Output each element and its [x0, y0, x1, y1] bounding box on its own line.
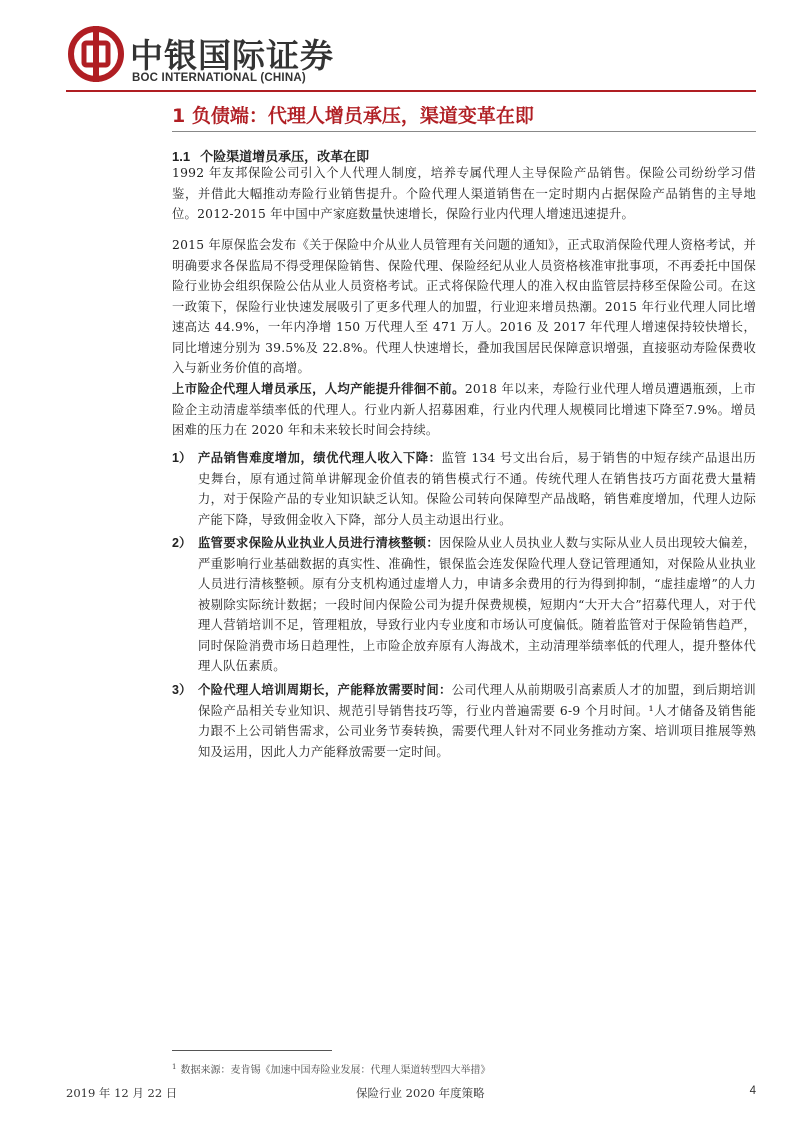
list-item-lead: 个险代理人培训周期长，产能释放需要时间：	[198, 683, 452, 697]
paragraph-text: 1992 年友邦保险公司引入个人代理人制度，培养专属代理人主导保险产品销售。保险公司纷纷学习借鉴，并借此大幅推动寿险行业销售提升。个险代理人渠道销售在一定时期内占据保险产品销售的主导地位。2012-2015 年中国中产家庭数量快速增长，保险行业内代理人增速迅速提升。	[172, 166, 756, 221]
list-item-text: 公司代理人从前期吸引高素质人才的加盟，到后期培训保险产品相关专业知识、规范引导销售技巧等，行业内普遍需要 6-9 个月时间。¹人才储备及销售能力跟不上公司销售需求，公司业务节奏转换，需要代理人针对不同业务推动方案、培训项目推展等熟知及运用，因此人力产能释放需要一定时间。	[198, 683, 756, 759]
list-item-number: 1）	[172, 451, 192, 465]
list-item-text: 因保险从业人员执业人数与实际从业人员出现较大偏差，严重影响行业基础数据的真实性、准确性，银保监会连发保险代理人登记管理通知，对保险从业执业人员进行清核整顿。原有分支机构通过虚增人力，申请多余费用的行为得到抑制，“虚挂虚增”的人力被剔除实际统计数据；一段时间内保险公司为提升保费规模，短期内“大开大合”招募代理人，对于代理人营销培训不足，管理粗放，导致行业内专业度和市场认可度偏低。随着监管对于保险销售趋严，同时保险消费市场日趋理性，上市险企放弃原有人海战术，主动清理举绩率低的代理人，提升整体代理人队伍素质。	[198, 536, 756, 673]
footnote-divider	[172, 1050, 332, 1051]
list-item-lead: 监管要求保险从业执业人员进行清核整顿：	[198, 536, 440, 550]
paragraph-text: 2015 年原保监会发布《关于保险中介从业人员管理有关问题的通知》，正式取消保险代理人资格考试，并明确要求各保监局不得受理保险销售、保险代理、保险经纪从业人员资格核准审批事项，不再委托中国保险行业协会组织保险公估从业人员资格考试。正式将保险代理人的准入权由监管层持移至保险公司。在这一政策下，保险行业快速发展吸引了更多代理人的加盟，行业迎来增员热潮。2015 年行业代理人同比增速高达 44.9%，一年内净增 150 万代理人至 471 万人。2016 及 2017 年代理人增速保持较快增长，同比增速分别为 39.5%及 22.8%。代理人快速增长，叠加我国居民保障意识增强，直接驱动寿险保费收入与新业务价值的高增。	[172, 238, 756, 375]
paragraph-intro	[172, 163, 756, 225]
section-divider	[172, 131, 756, 132]
footnote-mark: 1	[172, 1062, 177, 1071]
subsection-title: 个险渠道增员承压，改革在即	[200, 150, 370, 165]
list-item-number: 3）	[172, 683, 192, 697]
list-item-lead: 产品销售难度增加，绩优代理人收入下降：	[198, 451, 442, 465]
list-item-body	[198, 448, 756, 530]
page-number: 4	[749, 1085, 756, 1097]
report-header	[66, 24, 756, 94]
boc-logo-icon	[66, 24, 126, 84]
footer-title: 保险行业 2020 年度策略	[356, 1086, 485, 1100]
list-item-text: 监管 134 号文出台后，易于销售的中短存续产品退出历史舞台，原有通过简单讲解现金价值表的销售模式行不通。传统代理人在销售技巧方面花费大量精力，对于保险产品的专业知识缺乏认知。保险公司转向保障型产品战略，销售难度增加，代理人边际产能下降，导致佣金收入下降，部分人员主动退出行业。	[198, 451, 756, 527]
paragraph-policy	[172, 235, 756, 379]
brand-name-en: BOC INTERNATIONAL (CHINA)	[132, 72, 306, 84]
paragraph-lead: 上市险企代理人增员承压，人均产能提升徘徊不前。	[172, 382, 465, 396]
subsection-number: 1.1	[172, 149, 191, 164]
footnote-text: 数据来源：麦肯锡《加速中国寿险业发展：代理人渠道转型四大举措》	[180, 1065, 491, 1076]
list-item-number: 2）	[172, 536, 192, 550]
paragraph-text: 2018 年以来，寿险行业代理人增员遭遇瓶颈，上市险企主动清虚举绩率低的代理人。行业内新人招募困难，行业内代理人规模同比增速下降至7.9%。增员困难的压力在 2020 年和未来较长时间会持续。	[172, 382, 756, 437]
header-divider	[66, 90, 756, 92]
footnote	[172, 1061, 490, 1076]
footer-date: 2019 年 12 月 22 日	[66, 1086, 178, 1100]
section-title: 1 负债端：代理人增员承压，渠道变革在即	[172, 105, 534, 127]
list-item-body	[198, 533, 756, 677]
paragraph-pressure	[172, 379, 756, 441]
brand-name-cn: 中银国际证券	[130, 36, 334, 75]
list-item-body	[198, 680, 756, 762]
